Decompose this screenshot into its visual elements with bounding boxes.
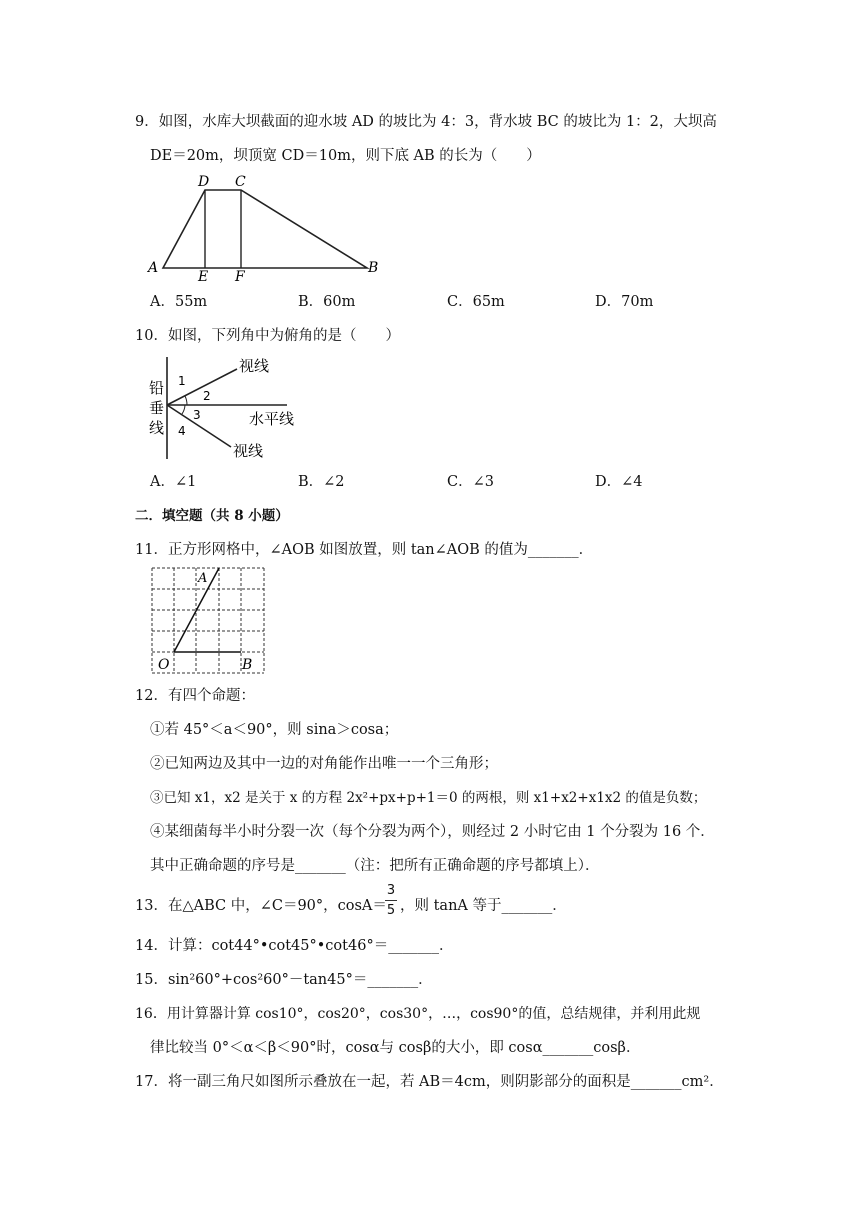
q13-fraction-denominator: 5 [386,903,396,918]
q16-line1: 16．用计算器计算 cos10°，cos20°，cos30°，…，cos90°的值，总结规律，并利用此规 [135,1006,701,1022]
q10-plumb-char2: 垂 [149,399,165,417]
q10-angle-1: 1 [178,374,186,388]
q9-label-F: F [235,269,245,285]
q11-label-B: B [242,657,253,673]
q9-label-C: C [235,174,246,190]
q10-sight-top-label: 视线 [239,357,270,375]
q9-option-d: D．70m [595,294,654,310]
q12-proposition-1: ①若 45°＜a＜90°，则 sina＞cosa； [150,722,399,738]
q10-angle-3: 3 [193,408,201,422]
q16-line2: 律比较当 0°＜α＜β＜90°时，cosα与 cosβ的大小，即 cosα_______cosβ． [150,1040,641,1056]
q15-line: 15．sin²60°+cos²60°－tan45°＝_______． [135,972,433,988]
q9-line2: DE＝20m，坝顶宽 CD＝10m，则下底 AB 的长为（ ） [150,148,541,164]
q9-option-c: C．65m [447,294,505,310]
q9-label-E: E [198,269,209,285]
q9-option-b: B．60m [298,294,356,310]
q11-label-A: A [198,571,208,586]
q10-angle-figure [145,355,305,463]
q13-before: 13．在△ABC 中，∠C＝90°，cosA＝ [135,898,387,914]
q13-after: ，则 tanA 等于_______． [400,898,567,914]
q10-angle-2: 2 [203,389,211,403]
q13-fraction-numerator: 3 [386,883,396,898]
q12-proposition-3: ③已知 x1，x2 是关于 x 的方程 2x²+px+p+1＝0 的两根，则 x1+x2+x1x2 的值是负数； [150,790,707,806]
q14-line: 14．计算：cot44°•cot45°•cot46°＝_______． [135,938,454,954]
q12-proposition-4: ④某细菌每半小时分裂一次（每个分裂为两个），则经过 2 小时它由 1 个分裂为 16 个． [150,824,715,840]
q11-label-O: O [158,657,170,673]
q9-label-A: A [148,260,159,276]
q10-horizontal-label: 水平线 [249,410,295,428]
q10-option-a: A．∠1 [150,474,197,490]
section-fill-in-title: 二．填空题（共 8 小题） [135,508,289,524]
q10-plumb-char1: 铅 [149,379,165,397]
q9-dam-figure [145,172,385,285]
q12-line-last: 其中正确命题的序号是_______（注：把所有正确命题的序号都填上）． [150,858,600,874]
q12-line1: 12．有四个命题： [135,688,255,704]
q10-sight-bottom-label: 视线 [233,442,264,460]
q10-plumb-char3: 线 [149,419,165,437]
q13-fraction-bar [385,900,397,901]
q10-option-d: D．∠4 [595,474,643,490]
q9-label-B: B [368,260,379,276]
q12-proposition-2: ②已知两边及其中一边的对角能作出唯一一个三角形； [150,756,498,772]
q10-line1: 10．如图，下列角中为俯角的是（ ） [135,328,400,344]
q10-angle-4: 4 [178,424,186,438]
q11-grid-figure [150,566,270,678]
q17-line: 17．将一副三角尺如图所示叠放在一起，若 AB＝4cm，则阴影部分的面积是_______cm²． [135,1074,724,1090]
q10-option-c: C．∠3 [447,474,494,490]
q10-option-b: B．∠2 [298,474,345,490]
q9-option-a: A．55m [150,294,208,310]
q9-label-D: D [198,174,210,190]
q9-line1: 9．如图，水库大坝截面的迎水坡 AD 的坡比为 4：3，背水坡 BC 的坡比为 1：2，大坝高 [135,114,717,130]
q11-line1: 11．正方形网格中，∠AOB 如图放置，则 tan∠AOB 的值为_______． [135,542,594,558]
